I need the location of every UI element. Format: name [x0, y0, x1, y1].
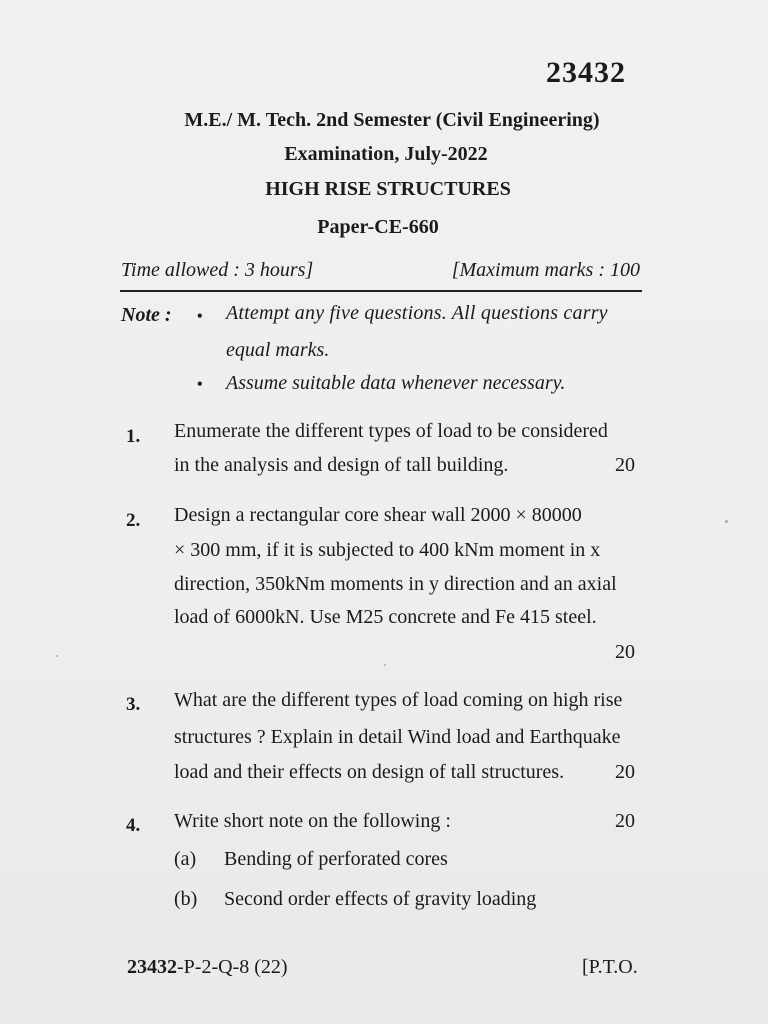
footer-pto: [P.T.O.: [582, 956, 638, 978]
note-line-1: Attempt any five questions. All questions carry: [226, 302, 608, 324]
note-bullet-1: •: [197, 308, 203, 325]
question-1-marks: 20: [615, 454, 635, 476]
question-3-number: 3.: [126, 694, 141, 715]
question-4-part-a-label: (a): [174, 848, 197, 870]
question-1-line-2: in the analysis and design of tall building.: [174, 454, 509, 476]
question-3-line-1: What are the different types of load coming on high rise: [174, 689, 623, 711]
note-bullet-2: •: [197, 376, 203, 393]
maximum-marks: [Maximum marks : 100: [451, 259, 640, 281]
scan-speck: [384, 664, 386, 666]
question-1-line-1: Enumerate the different types of load to be considered: [174, 420, 608, 442]
question-4-part-b-label: (b): [174, 888, 198, 910]
scan-speck: [725, 520, 728, 523]
footer-code-suffix: -P-2-Q-8 (22): [177, 956, 288, 978]
question-4-part-b-text: Second order effects of gravity loading: [224, 888, 537, 910]
question-2-line-1: Design a rectangular core shear wall 2000 × 80000: [174, 504, 582, 526]
question-3-marks: 20: [615, 761, 635, 783]
footer-code-number: 23432: [127, 956, 177, 978]
divider-rule: [120, 290, 642, 292]
question-4-number: 4.: [126, 815, 141, 836]
question-4-line-1: Write short note on the following :: [174, 810, 451, 832]
question-2-line-2: × 300 mm, if it is subjected to 400 kNm moment in x: [174, 539, 601, 561]
footer-code: [127, 956, 288, 979]
paper-heading: Paper-CE-660: [317, 216, 439, 238]
question-4-marks: 20: [615, 810, 635, 832]
question-3-line-3: load and their effects on design of tall structures.: [174, 761, 565, 783]
question-1-number: 1.: [126, 426, 141, 447]
question-4-part-a-text: Bending of perforated cores: [224, 848, 448, 870]
note-label: Note :: [121, 304, 172, 326]
question-2-line-4: load of 6000kN. Use M25 concrete and Fe 415 steel.: [174, 606, 597, 628]
note-line-1-cont: equal marks.: [226, 339, 330, 361]
subject-heading: HIGH RISE STRUCTURES: [265, 178, 511, 200]
question-2-marks: 20: [615, 641, 635, 663]
note-line-2: Assume suitable data whenever necessary.: [226, 372, 566, 394]
paper-code: 23432: [546, 56, 626, 89]
time-allowed: Time allowed : 3 hours]: [121, 259, 314, 281]
question-2-line-3: direction, 350kNm moments in y direction and an axial: [174, 573, 617, 595]
scan-speck: [56, 655, 58, 657]
course-heading: M.E./ M. Tech. 2nd Semester (Civil Engineering): [184, 109, 600, 131]
question-3-line-2: structures ? Explain in detail Wind load and Earthquake: [174, 726, 621, 748]
exam-heading: Examination, July-2022: [284, 143, 488, 165]
question-2-number: 2.: [126, 510, 141, 531]
